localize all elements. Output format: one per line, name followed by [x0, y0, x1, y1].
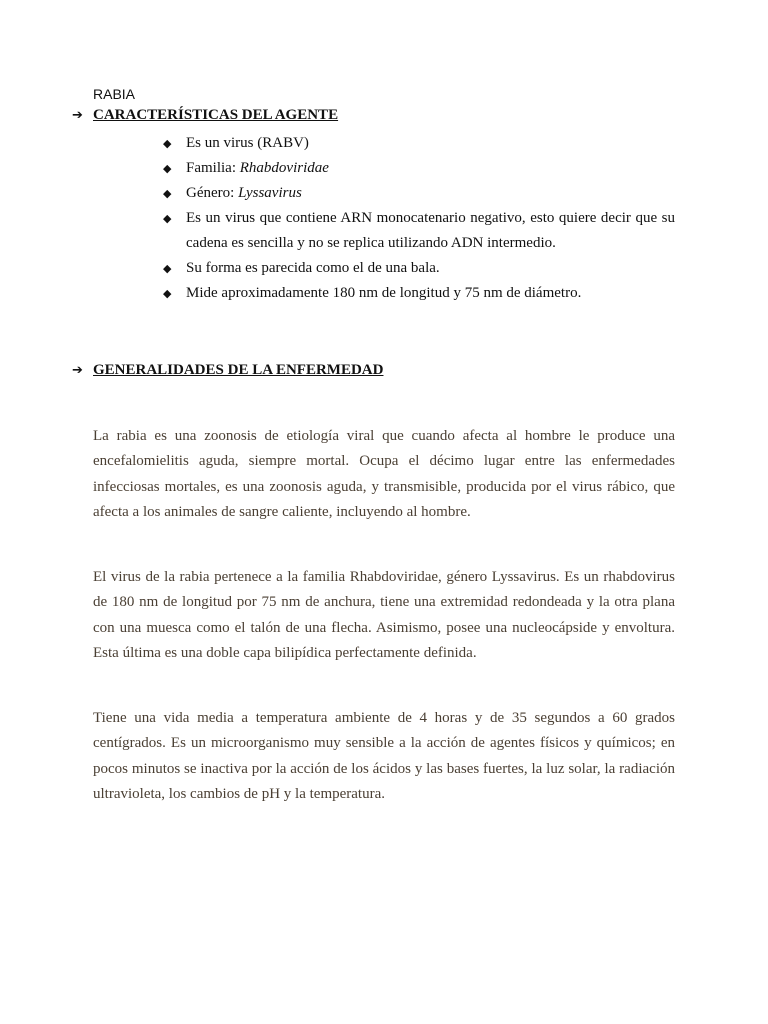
right-arrow-icon: ➔: [72, 363, 83, 378]
diamond-bullet-icon: ◆: [163, 287, 172, 300]
paragraph-virus-resistance: Tiene una vida media a temperatura ambiente de 4 horas y de 35 segundos a 60 grados centígrados. Es un microorganismo muy sensible a la acción de agentes físicos y químicos; en pocos minutos se inactiva por la acción de los ácidos y las bases fuertes, la luz solar, la radiación ultravioleta, los cambios de pH y la temperatura.: [93, 710, 675, 802]
family-name: Rhabdoviridae: [239, 160, 329, 176]
diamond-bullet-icon: ◆: [163, 262, 172, 275]
agent-characteristics-list: [163, 131, 675, 306]
list-item: [163, 281, 675, 306]
diamond-bullet-icon: ◆: [163, 212, 172, 225]
list-item: [163, 131, 675, 156]
list-item-text: Es un virus que contiene ARN monocatenario negativo, esto quiere decir que su cadena es sencilla y no se replica utilizando ADN intermedio.: [186, 210, 675, 251]
list-item-text: Mide aproximadamente 180 nm de longitud y 75 nm de diámetro.: [186, 285, 582, 301]
list-item-text: Su forma es parecida como el de una bala.: [186, 260, 440, 276]
right-arrow-icon: ➔: [72, 108, 83, 123]
list-item-text: [186, 181, 675, 206]
document-title: RABIA: [93, 86, 136, 102]
list-item: [163, 256, 675, 281]
list-item-text: Es un virus (RABV): [186, 135, 309, 151]
genus-name: Lyssavirus: [238, 185, 302, 201]
section-heading-caracteristicas: [72, 107, 338, 124]
section-heading-text: CARACTERÍSTICAS DEL AGENTE: [93, 107, 339, 123]
diamond-bullet-icon: ◆: [163, 187, 172, 200]
list-item: [163, 181, 675, 206]
section-heading-text: GENERALIDADES DE LA ENFERMEDAD: [93, 362, 384, 378]
section-heading-generalidades: [72, 362, 383, 379]
paragraph-virus-description: El virus de la rabia pertenece a la familia Rhabdoviridae, género Lyssavirus. Es un rhabdovirus de 180 nm de longitud por 75 nm de anchura, tiene una extremidad redondeada y la otra plana con una muesca como el talón de una flecha. Asimismo, posee una nucleocápside y envoltura. Esta última es una doble capa bilipídica perfectamente definida.: [93, 569, 675, 661]
list-item: [163, 206, 675, 256]
diamond-bullet-icon: ◆: [163, 162, 172, 175]
paragraph-definition: La rabia es una zoonosis de etiología viral que cuando afecta al hombre le produce una encefalomielitis aguda, siempre mortal. Ocupa el décimo lugar entre las enfermedades infecciosas mortales, es una zoonosis aguda, y transmisible, producida por el virus rábico, que afecta a los animales de sangre caliente, incluyendo al hombre.: [93, 428, 675, 520]
diamond-bullet-icon: ◆: [163, 137, 172, 150]
list-item-prefix: Familia:: [186, 160, 240, 176]
list-item: [163, 156, 675, 181]
list-item-prefix: Género:: [186, 185, 239, 201]
list-item-text: [186, 156, 675, 181]
